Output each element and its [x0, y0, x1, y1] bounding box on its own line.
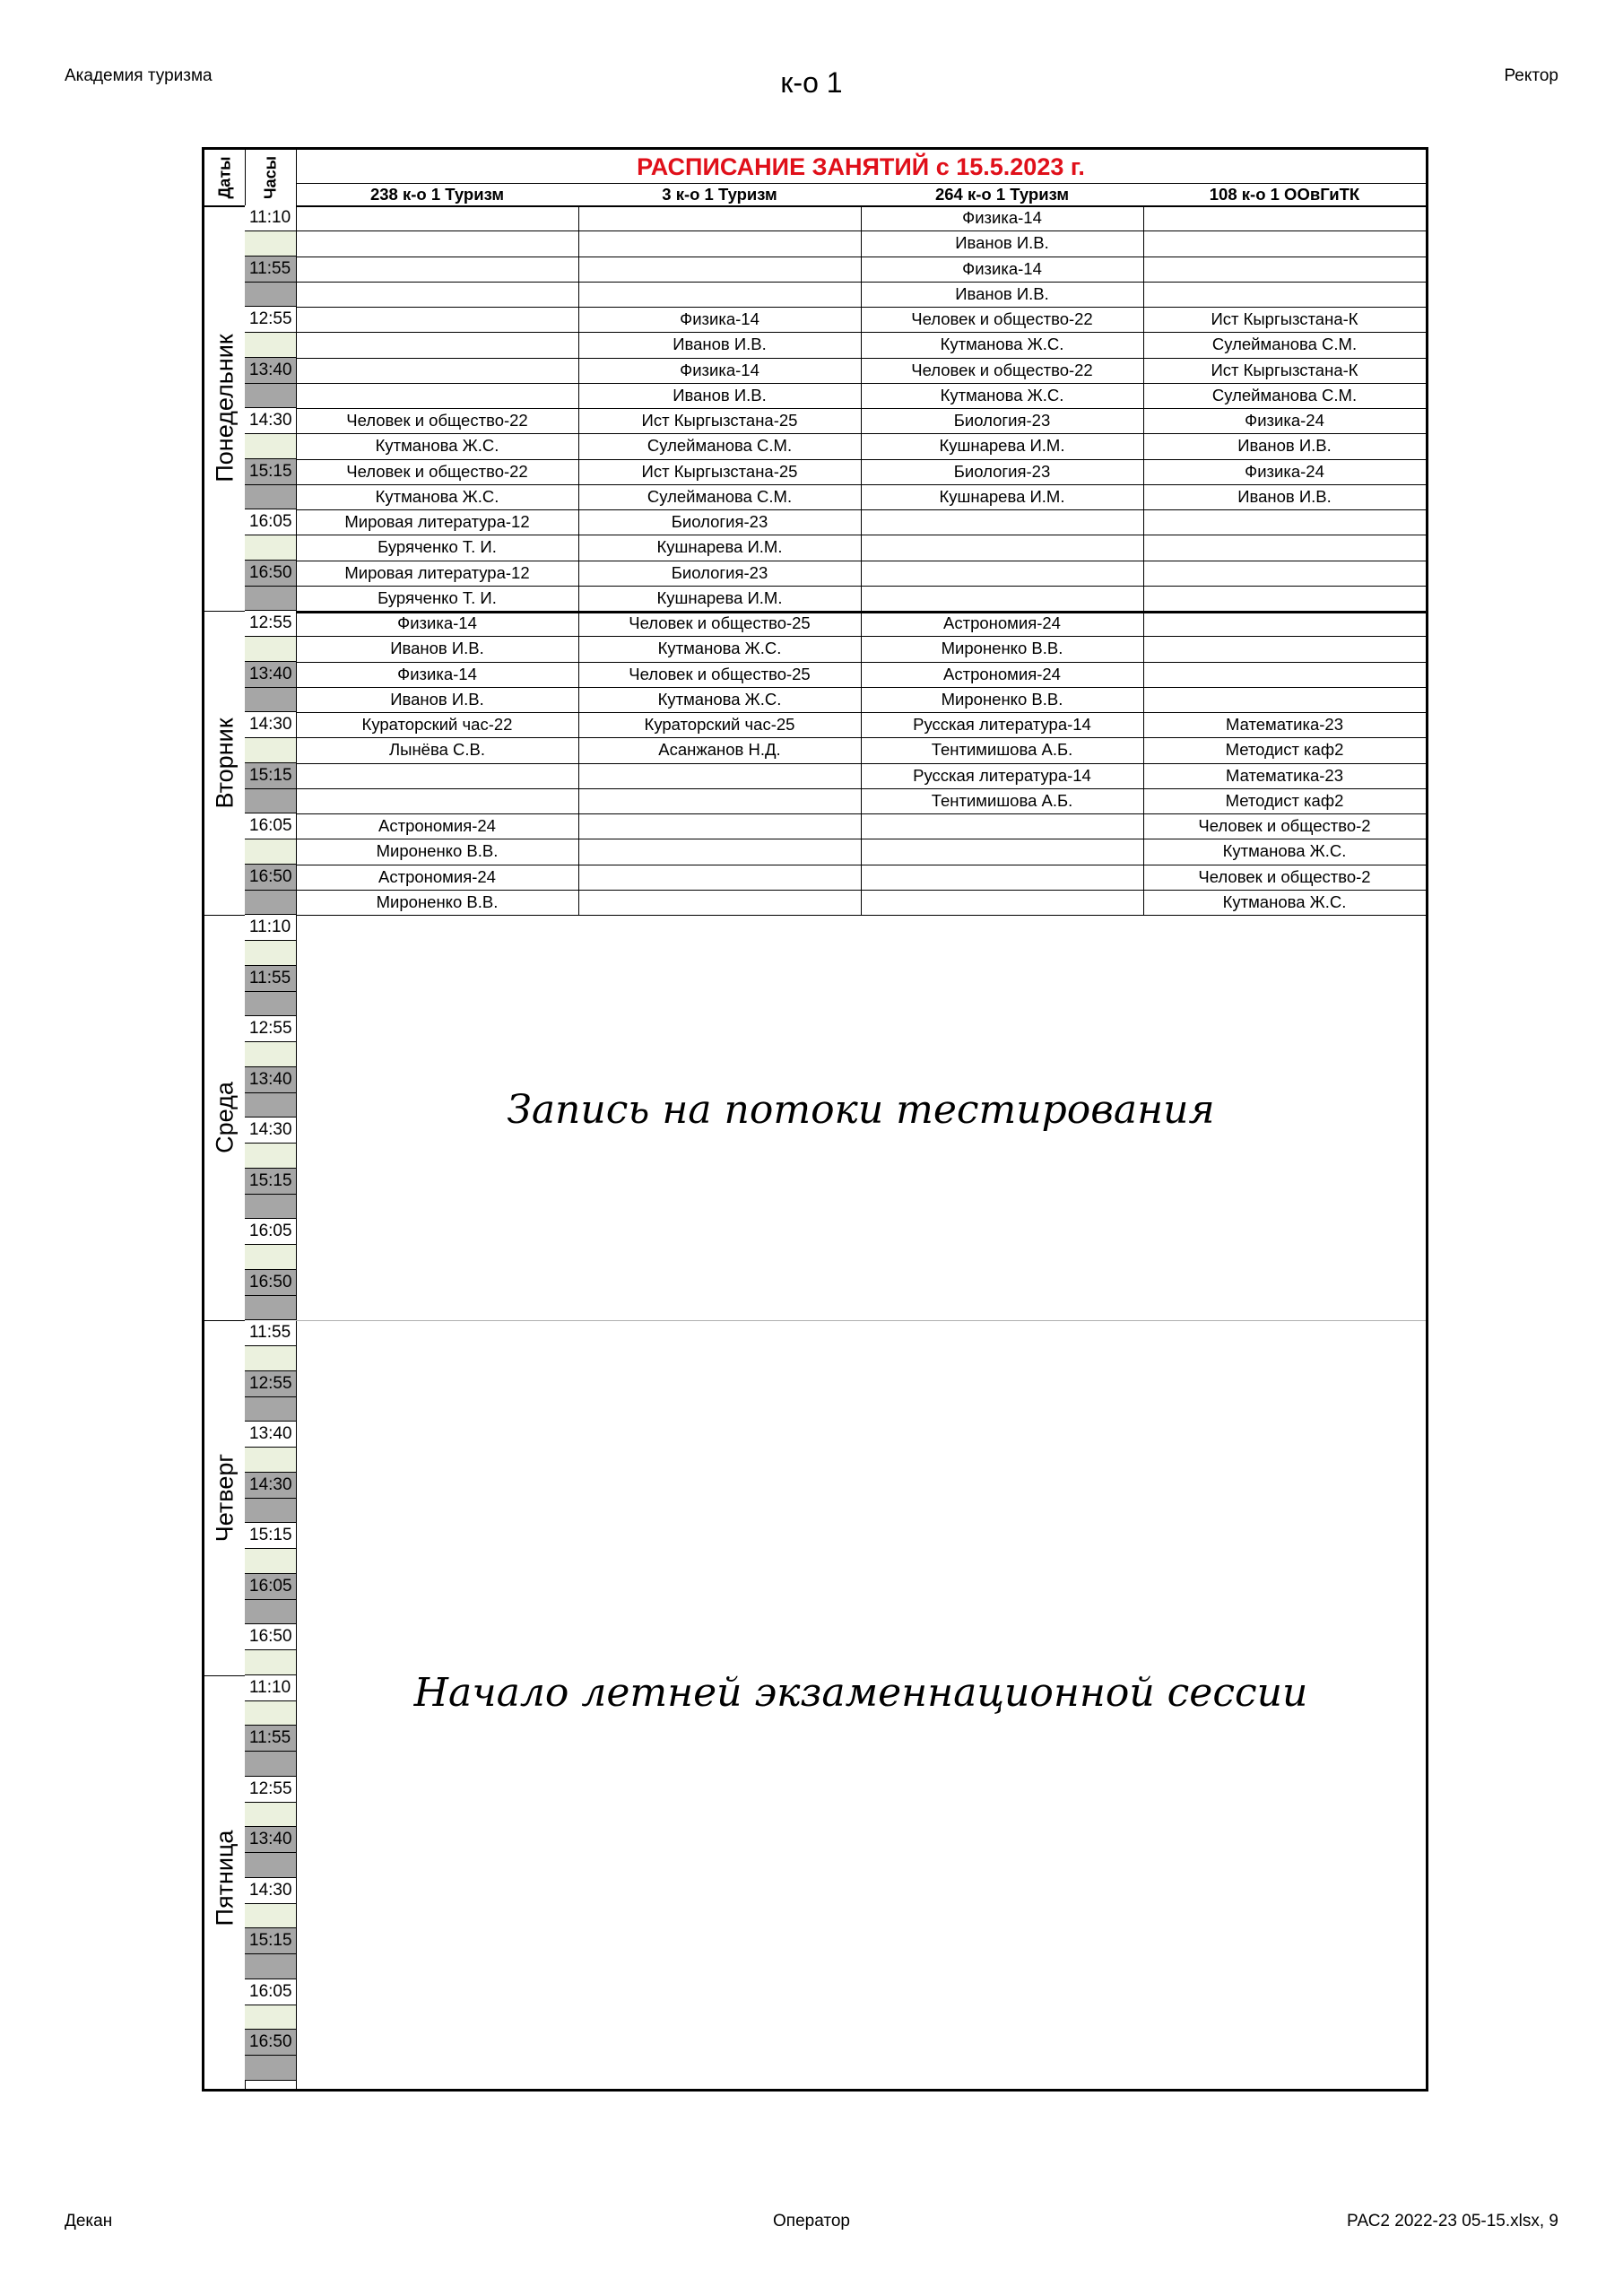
- subject-cell: Человек и общество-22: [911, 360, 1093, 379]
- teacher-cell: [578, 230, 861, 256]
- time-label: 13:40: [249, 1424, 292, 1443]
- day-divider: [204, 1320, 245, 1321]
- subject-cell: [1143, 662, 1426, 687]
- teacher-cell: Методист каф2: [1225, 740, 1344, 760]
- subject-cell: [1143, 509, 1426, 535]
- file-reference: РАС2 2022-23 05-15.xlsx, 9: [1347, 2212, 1558, 2231]
- time-slot-shade: [245, 636, 296, 660]
- teacher-cell: Иванов И.В.: [1237, 436, 1332, 456]
- time-label: 11:55: [249, 1728, 291, 1747]
- schedule-table: [202, 147, 1428, 2092]
- subject-cell: Физика-14: [962, 208, 1042, 227]
- teacher-cell: Кутманова Ж.С.: [1222, 841, 1347, 861]
- teacher-cell: [1143, 230, 1426, 256]
- time-slot: [245, 509, 296, 561]
- time-slot: [245, 915, 296, 966]
- day-name: Вторник: [211, 717, 238, 809]
- time-slot: [245, 1118, 296, 1169]
- time-label: 13:40: [249, 664, 292, 683]
- time-label: 12:55: [249, 613, 292, 632]
- teacher-cell: Методист каф2: [1225, 790, 1344, 810]
- time-label: 16:05: [249, 1576, 292, 1596]
- time-slot: [245, 1219, 296, 1270]
- time-slot: [245, 257, 296, 308]
- row-line: [296, 915, 1426, 916]
- time-label: 11:55: [249, 1323, 291, 1342]
- teacher-cell: [296, 230, 578, 256]
- subject-cell: Биология-23: [953, 461, 1051, 481]
- teacher-cell: Иванов И.В.: [955, 233, 1049, 253]
- teacher-cell: Буряченко Т. И.: [378, 537, 497, 557]
- time-slot-shade: [245, 383, 296, 407]
- teacher-cell: [578, 788, 861, 813]
- subject-cell: [1143, 611, 1426, 636]
- time-label: 15:15: [249, 461, 292, 481]
- teacher-cell: [578, 890, 861, 915]
- teacher-cell: Мироненко В.В.: [941, 689, 1063, 709]
- time-slot-shade: [245, 1396, 296, 1421]
- teacher-cell: [861, 890, 1143, 915]
- day-divider: [204, 915, 245, 916]
- time-slot-shade: [245, 991, 296, 1015]
- subject-cell: Физика-24: [1245, 411, 1324, 430]
- time-label: 14:30: [249, 1474, 292, 1494]
- time-label: 15:15: [249, 765, 292, 785]
- subject-cell: [861, 509, 1143, 535]
- subject-cell: Астрономия-24: [378, 816, 496, 835]
- time-slot-shade: [245, 687, 296, 711]
- teacher-cell: Иванов И.В.: [673, 335, 767, 354]
- subject-cell: Русская литература-14: [913, 765, 1091, 785]
- time-label: 15:15: [249, 1526, 292, 1544]
- teacher-cell: Кушнарева И.М.: [656, 587, 783, 607]
- time-label: 12:55: [249, 1373, 292, 1393]
- subject-cell: [1143, 561, 1426, 586]
- teacher-cell: Кутманова Ж.С.: [375, 436, 499, 456]
- teacher-cell: [578, 282, 861, 307]
- time-slot-shade: [245, 484, 296, 509]
- day-label-cell: [204, 611, 245, 915]
- subject-cell: Математика-23: [1226, 715, 1343, 734]
- time-slot-shade: [245, 433, 296, 457]
- time-slot: [245, 966, 296, 1017]
- teacher-cell: [296, 282, 578, 307]
- subject-cell: [861, 561, 1143, 586]
- teacher-cell: Кутманова Ж.С.: [657, 689, 782, 709]
- time-slot-shade: [245, 1295, 296, 1319]
- schedule-title: РАСПИСАНИЕ ЗАНЯТИЙ с 15.5.2023 г.: [637, 153, 1085, 180]
- teacher-cell: Мироненко В.В.: [376, 841, 499, 861]
- subject-cell: Ист Кыргызстана-25: [641, 461, 798, 481]
- teacher-cell: [296, 332, 578, 357]
- subject-cell: Математика-23: [1226, 765, 1343, 785]
- day-label-cell: [204, 915, 245, 1320]
- session-note: Начало летней экзаменнационной сессии: [413, 1669, 1308, 1716]
- time-label: 16:05: [249, 1222, 292, 1240]
- teacher-cell: [296, 788, 578, 813]
- day-label-cell: [204, 1320, 245, 1675]
- subject-cell: Кураторский час-22: [361, 715, 513, 734]
- time-label: 14:30: [249, 1120, 292, 1139]
- subject-cell: [1143, 205, 1426, 230]
- subject-cell: Человек и общество-22: [911, 309, 1093, 328]
- time-slot-shade: [245, 1447, 296, 1471]
- teacher-cell: [1143, 636, 1426, 661]
- time-slot-shade: [245, 1599, 296, 1623]
- time-slot-shade: [245, 1194, 296, 1218]
- academy-name: Академия туризма: [65, 66, 213, 85]
- subject-cell: Биология-23: [953, 411, 1051, 430]
- testing-note: Запись на потоки тестирования: [507, 1087, 1215, 1133]
- time-slot: [245, 1422, 296, 1473]
- time-slot-shade: [245, 2005, 296, 2029]
- day-divider: [204, 1675, 245, 1676]
- time-slot-shade: [245, 1548, 296, 1572]
- subject-cell: Русская литература-14: [913, 715, 1091, 734]
- time-slot: [245, 307, 296, 358]
- time-slot-shade: [245, 230, 296, 255]
- time-label: 13:40: [249, 360, 292, 379]
- subject-cell: Человек и общество-2: [1198, 866, 1371, 886]
- time-slot: [245, 358, 296, 409]
- time-label: 11:10: [249, 208, 291, 227]
- time-slot: [245, 865, 296, 916]
- time-label: 14:30: [249, 1880, 292, 1900]
- time-slot: [245, 813, 296, 865]
- time-slot-shade: [245, 1649, 296, 1674]
- subject-cell: Ист Кыргызстана-25: [641, 411, 798, 430]
- time-slot: [245, 1777, 296, 1828]
- time-slot: [245, 1371, 296, 1422]
- column-header-4: 108 к-о 1 ООвГиТК: [1209, 185, 1360, 204]
- subject-cell: Физика-14: [962, 258, 1042, 278]
- teacher-cell: [861, 839, 1143, 864]
- hours-header: Часы: [261, 155, 279, 200]
- subject-cell: Астрономия-24: [943, 664, 1061, 683]
- time-slot: [245, 1878, 296, 1929]
- time-label: 11:55: [249, 968, 291, 987]
- teacher-cell: Кутманова Ж.С.: [940, 385, 1064, 404]
- time-label: 16:50: [249, 1627, 292, 1646]
- time-slot-shade: [245, 1903, 296, 1927]
- teacher-cell: Мироненко В.В.: [376, 891, 499, 911]
- time-slot-shade: [245, 2055, 296, 2079]
- time-slot-shade: [245, 1041, 296, 1065]
- teacher-cell: Кутманова Ж.С.: [657, 639, 782, 658]
- time-slot: [245, 205, 296, 257]
- time-slot-shade: [245, 1143, 296, 1167]
- column-header-2: 3 к-о 1 Туризм: [662, 185, 777, 204]
- teacher-cell: [1143, 282, 1426, 307]
- time-label: 16:50: [249, 562, 292, 582]
- teacher-cell: Лынёва С.В.: [389, 740, 485, 760]
- dean-label: Декан: [65, 2212, 113, 2231]
- time-slot-shade: [245, 1244, 296, 1268]
- teacher-cell: [1143, 586, 1426, 611]
- time-slot-shade: [245, 586, 296, 610]
- title-divider: [296, 183, 1426, 184]
- subject-cell: Биология-23: [671, 512, 768, 531]
- time-slot: [245, 1675, 296, 1726]
- day-name: Четверг: [211, 1453, 238, 1542]
- time-slot: [245, 1016, 296, 1067]
- time-label: 16:50: [249, 1272, 292, 1292]
- time-slot-shade: [245, 1498, 296, 1522]
- subject-cell: Человек и общество-2: [1198, 816, 1371, 835]
- teacher-cell: Сулейманова С.М.: [1211, 385, 1358, 404]
- subject-cell: Биология-23: [671, 562, 768, 582]
- time-slot-shade: [245, 1802, 296, 1826]
- time-slot: [245, 2030, 296, 2081]
- time-slot: [245, 561, 296, 612]
- approval-label: Ректор: [1504, 66, 1558, 85]
- time-slot: [245, 1928, 296, 1979]
- subject-cell: Кураторский час-25: [644, 715, 795, 734]
- day-name: Понедельник: [211, 334, 238, 483]
- time-label: 16:50: [249, 2032, 292, 2051]
- teacher-cell: Тентимишова А.Б.: [931, 740, 1073, 760]
- time-label: 11:10: [249, 1677, 291, 1697]
- time-slot: [245, 1726, 296, 1777]
- note-divider: [296, 1320, 1426, 1321]
- time-slot: [245, 1067, 296, 1118]
- day-name: Пятница: [211, 1830, 238, 1926]
- time-slot: [245, 1473, 296, 1524]
- teacher-cell: [861, 535, 1143, 560]
- time-label: 15:15: [249, 1170, 292, 1190]
- subject-cell: [1143, 257, 1426, 282]
- subject-cell: Астрономия-24: [943, 613, 1061, 632]
- subject-cell: Физика-14: [680, 360, 759, 379]
- time-slot-shade: [245, 788, 296, 813]
- teacher-cell: [296, 383, 578, 408]
- time-label: 12:55: [249, 309, 292, 328]
- time-slot: [245, 459, 296, 510]
- time-label: 14:30: [249, 715, 292, 734]
- subject-cell: Физика-14: [397, 664, 477, 683]
- time-slot: [245, 1169, 296, 1220]
- day-name: Среда: [211, 1082, 238, 1153]
- teacher-cell: Мироненко В.В.: [941, 639, 1063, 658]
- time-label: 14:30: [249, 411, 292, 430]
- time-label: 13:40: [249, 1069, 292, 1089]
- group-code: к-о 1: [780, 66, 843, 99]
- time-slot: [245, 1523, 296, 1574]
- teacher-cell: Иванов И.В.: [390, 689, 484, 709]
- time-label: 12:55: [249, 1019, 292, 1038]
- teacher-cell: Буряченко Т. И.: [378, 587, 497, 607]
- day-label-cell: [204, 1675, 245, 2081]
- teacher-cell: Асанжанов Н.Д.: [658, 740, 781, 760]
- time-label: 11:10: [249, 918, 291, 936]
- teacher-cell: [1143, 535, 1426, 560]
- time-slot-shade: [245, 282, 296, 306]
- time-slot: [245, 1270, 296, 1321]
- subject-cell: [296, 763, 578, 788]
- subject-cell: [296, 257, 578, 282]
- time-slot: [245, 763, 296, 814]
- teacher-cell: Кушнарева И.М.: [656, 537, 783, 557]
- time-label: 16:05: [249, 1981, 292, 2001]
- subject-cell: Физика-24: [1245, 461, 1324, 481]
- teacher-cell: Кутманова Ж.С.: [940, 335, 1064, 354]
- dates-header: Даты: [215, 156, 233, 199]
- subject-cell: Мировая литература-12: [344, 562, 530, 582]
- teacher-cell: Иванов И.В.: [390, 639, 484, 658]
- teacher-cell: Иванов И.В.: [673, 385, 767, 404]
- time-slot-shade: [245, 535, 296, 559]
- teacher-cell: Кутманова Ж.С.: [375, 486, 499, 506]
- time-label: 15:15: [249, 1931, 292, 1950]
- teacher-cell: [861, 586, 1143, 611]
- subject-cell: [578, 205, 861, 230]
- subject-cell: [578, 865, 861, 890]
- time-slot-shade: [245, 1953, 296, 1978]
- time-slot: [245, 611, 296, 662]
- time-label: 16:05: [249, 816, 292, 835]
- time-slot: [245, 712, 296, 763]
- teacher-cell: Тентимишова А.Б.: [931, 790, 1073, 810]
- operator-label: Оператор: [773, 2212, 850, 2231]
- time-slot-shade: [245, 1852, 296, 1876]
- time-slot: [245, 1827, 296, 1878]
- time-slot: [245, 408, 296, 459]
- teacher-cell: Сулейманова С.М.: [1211, 335, 1358, 354]
- subject-cell: [296, 358, 578, 383]
- time-slot: [245, 1979, 296, 2031]
- time-slot-shade: [245, 890, 296, 914]
- time-slot: [245, 662, 296, 713]
- subject-cell: Физика-14: [680, 309, 759, 328]
- subject-cell: Астрономия-24: [378, 866, 496, 886]
- time-slot-shade: [245, 1751, 296, 1775]
- subject-cell: Физика-14: [397, 613, 477, 632]
- time-label: 16:50: [249, 866, 292, 886]
- subject-cell: [861, 865, 1143, 890]
- time-label: 13:40: [249, 1830, 292, 1848]
- time-slot-shade: [245, 332, 296, 356]
- column-header-1: 238 к-о 1 Туризм: [369, 185, 505, 204]
- subject-cell: Ист Кыргызстана-К: [1211, 360, 1358, 379]
- teacher-cell: Кушнарева И.М.: [939, 436, 1065, 456]
- time-slot: [245, 1624, 296, 1675]
- subject-cell: Человек и общество-22: [346, 411, 528, 430]
- time-slot-shade: [245, 940, 296, 964]
- subject-cell: [861, 813, 1143, 839]
- teacher-cell: [578, 839, 861, 864]
- time-slot-shade: [245, 1092, 296, 1117]
- time-slot: [245, 1574, 296, 1625]
- subject-cell: [296, 205, 578, 230]
- teacher-cell: Кушнарева И.М.: [939, 486, 1065, 506]
- subject-cell: [578, 763, 861, 788]
- day-label-cell: [204, 205, 245, 611]
- time-slot-shade: [245, 737, 296, 761]
- subject-cell: Человек и общество-25: [629, 613, 811, 632]
- teacher-cell: Иванов И.В.: [955, 283, 1049, 303]
- subject-cell: Мировая литература-12: [344, 512, 530, 531]
- teacher-cell: Сулейманова С.М.: [647, 486, 793, 506]
- time-slot-shade: [245, 1700, 296, 1725]
- subject-cell: Человек и общество-25: [629, 664, 811, 683]
- time-slot-shade: [245, 1345, 296, 1370]
- teacher-cell: Иванов И.В.: [1237, 486, 1332, 506]
- time-slot: [245, 1320, 296, 1371]
- time-slot-shade: [245, 839, 296, 863]
- subject-cell: [578, 813, 861, 839]
- subject-cell: [296, 307, 578, 332]
- teacher-cell: Сулейманова С.М.: [647, 436, 793, 456]
- time-label: 12:55: [249, 1779, 292, 1798]
- subject-cell: Ист Кыргызстана-К: [1211, 309, 1358, 328]
- teacher-cell: Кутманова Ж.С.: [1222, 891, 1347, 911]
- time-label: 11:55: [249, 258, 291, 278]
- subject-cell: Человек и общество-22: [346, 461, 528, 481]
- teacher-cell: [1143, 687, 1426, 712]
- subject-cell: [578, 257, 861, 282]
- day-divider: [204, 611, 245, 612]
- time-label: 16:05: [249, 512, 292, 531]
- column-header-3: 264 к-о 1 Туризм: [934, 185, 1070, 204]
